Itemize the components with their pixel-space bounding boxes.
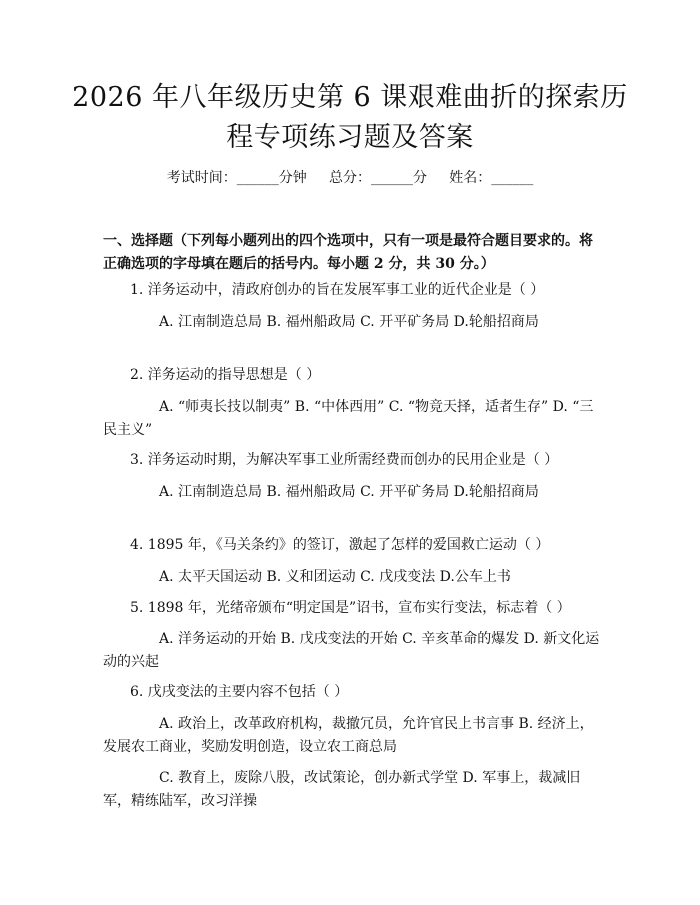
question-options: A. “师夷长技以制夷” B. “中体西用” C. “物竞天择，适者生存” D. “三民主义” [103,399,594,438]
exam-info: 考试时间：______分钟 总分：______分 姓名：______ [166,170,534,186]
question-options: A. 江南制造总局 B. 福州船政局 C. 开平矿务局 D.轮船招商局 [159,314,539,330]
question-options: A. 太平天国运动 B. 义和团运动 C. 戊戌变法 D.公车上书 [159,569,511,585]
question-stem: 5. 1898 年，光绪帝颁布“明定国是”诏书，宣布实行变法，标志着（ ） [130,600,571,616]
question-stem: 1. 洋务运动中，清政府创办的旨在发展军事工业的近代企业是（ ） [130,282,545,298]
question-options: A. 政治上，改革政府机构，裁撤冗员，允许官民上书言事 B. 经济上，发展农工商业，奖励发明创造，设立农工商总局 [103,716,594,755]
question-stem: 4. 1895 年，《马关条约》的签订，激起了怎样的爱国救亡运动（ ） [130,537,550,553]
question-options: C. 教育上，废除八股，改试策论，创办新式学堂 D. 军事上，裁减旧军，精练陆军，改习洋操 [103,770,581,809]
question-options: A. 江南制造总局 B. 福州船政局 C. 开平矿务局 D.轮船招商局 [159,484,539,500]
question-options: A. 洋务运动的开始 B. 戊戌变法的开始 C. 辛亥革命的爆发 D. 新文化运动的兴起 [103,631,600,670]
question-stem: 3. 洋务运动时期，为解决军事工业所需经费而创办的民用企业是（ ） [130,452,559,468]
question-stem: 2. 洋务运动的指导思想是（ ） [130,367,321,383]
section-heading: 一、选择题（下列每小题列出的四个选项中，只有一项是最符合题目要求的。将正确选项的字母填在题后的括号内。每小题 2 分，共 30 分。） [103,233,593,272]
document-title-line-1: 2026 年八年级历史第 6 课艰难曲折的探索历 [72,82,628,113]
document-title-line-2: 程专项练习题及答案 [226,122,474,153]
question-stem: 6. 戊戌变法的主要内容不包括（ ） [130,684,349,700]
